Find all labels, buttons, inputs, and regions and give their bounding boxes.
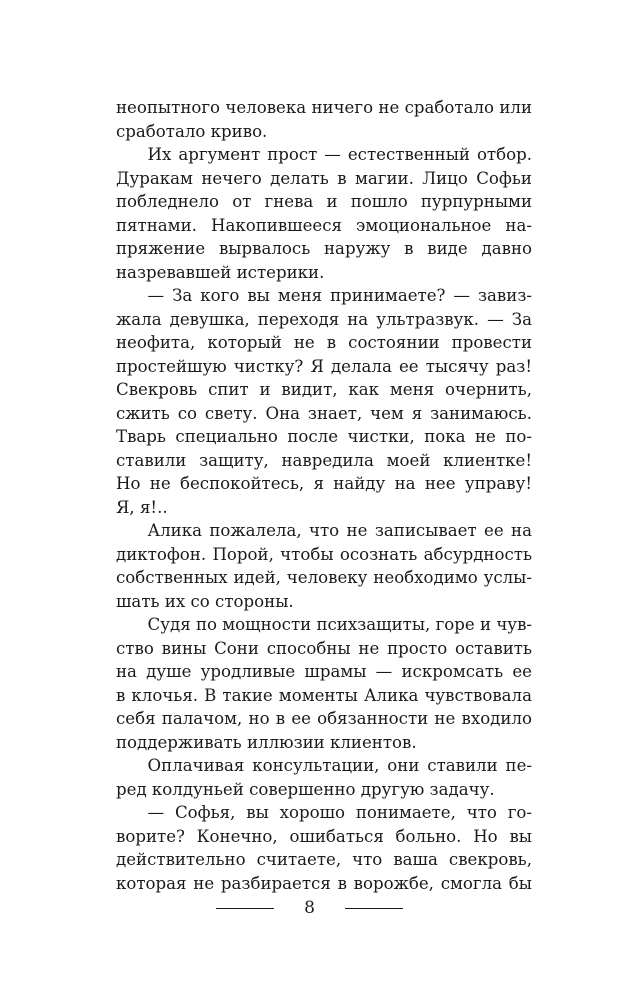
- text-line: — За кого вы меня принимаете? — завиз-: [147, 286, 532, 305]
- text-line: сработало криво.: [116, 121, 268, 141]
- text-line: пряжение вырвалось наружу в виде давно: [116, 239, 532, 258]
- paragraph: [116, 96, 532, 143]
- paragraph: [116, 613, 532, 754]
- text-line: Тварь специально после чистки, пока не по-: [116, 427, 532, 446]
- text-line: собственных идей, человеку необходимо услы-: [116, 568, 532, 587]
- paragraph: [116, 754, 532, 801]
- text-line: Дуракам нечего делать в магии. Лицо Софьи: [116, 168, 532, 188]
- text-line: шать их со стороны.: [116, 591, 294, 611]
- paragraph: [116, 284, 532, 519]
- text-line: пятнами. Накопившееся эмоциональное на-: [116, 215, 532, 235]
- text-line: ставили защиту, навредила моей клиентке!: [116, 450, 532, 470]
- page-number: 8: [304, 898, 315, 918]
- text-line: — Софья, вы хорошо понимаете, что го-: [147, 803, 532, 822]
- text-line: диктофон. Порой, чтобы осознать абсурдность: [116, 544, 532, 564]
- text-line: Свекровь спит и видит, как меня очернить,: [116, 380, 532, 399]
- text-line: ство вины Сони способны не просто оставить: [116, 638, 532, 658]
- text-line: назревавшей истерики.: [116, 262, 325, 282]
- text-line: Судя по мощности психзащиты, горе и чув-: [147, 615, 533, 634]
- text-line: Алика пожалела, что не записывает ее на: [147, 521, 532, 540]
- footer-rule-left: [216, 908, 274, 909]
- text-line: на душе уродливые шрамы — искромсать ее: [116, 662, 532, 681]
- text-line: неопытного человека ничего не сработало или: [116, 98, 532, 117]
- text-line: жала девушка, переходя на ультразвук. — За: [116, 309, 532, 329]
- text-line: ворите? Конечно, ошибаться больно. Но вы: [116, 826, 532, 846]
- text-line: простейшую чистку? Я делала ее тысячу раз!: [116, 356, 532, 376]
- text-line: Оплачивая консультации, они ставили пе-: [147, 756, 532, 775]
- text-line: которая не разбирается в ворожбе, смогла бы: [116, 873, 532, 893]
- text-line: в клочья. В такие моменты Алика чувствовала: [116, 685, 532, 705]
- text-line: действительно считаете, что ваша свекровь,: [116, 850, 532, 869]
- footer-rule-right: [345, 908, 403, 909]
- text-line: поддерживать иллюзии клиентов.: [116, 732, 417, 752]
- text-line: неофита, который не в состоянии провести: [116, 333, 532, 352]
- text-line: Но не беспокойтесь, я найду на нее управу!: [116, 474, 532, 493]
- paragraph: [116, 801, 532, 895]
- text-line: Их аргумент прост — естественный отбор.: [147, 145, 532, 164]
- page-body: [116, 96, 532, 895]
- text-line: побледнело от гнева и пошло пурпурными: [116, 192, 532, 211]
- page-footer: [0, 898, 619, 918]
- text-line: ред колдуньей совершенно другую задачу.: [116, 779, 495, 799]
- text-line: себя палачом, но в ее обязанности не входило: [116, 709, 532, 728]
- text-line: сжить со свету. Она знает, чем я занимаюсь.: [116, 403, 532, 423]
- paragraph: [116, 143, 532, 284]
- paragraph: [116, 519, 532, 613]
- text-line: Я, я!..: [116, 497, 168, 517]
